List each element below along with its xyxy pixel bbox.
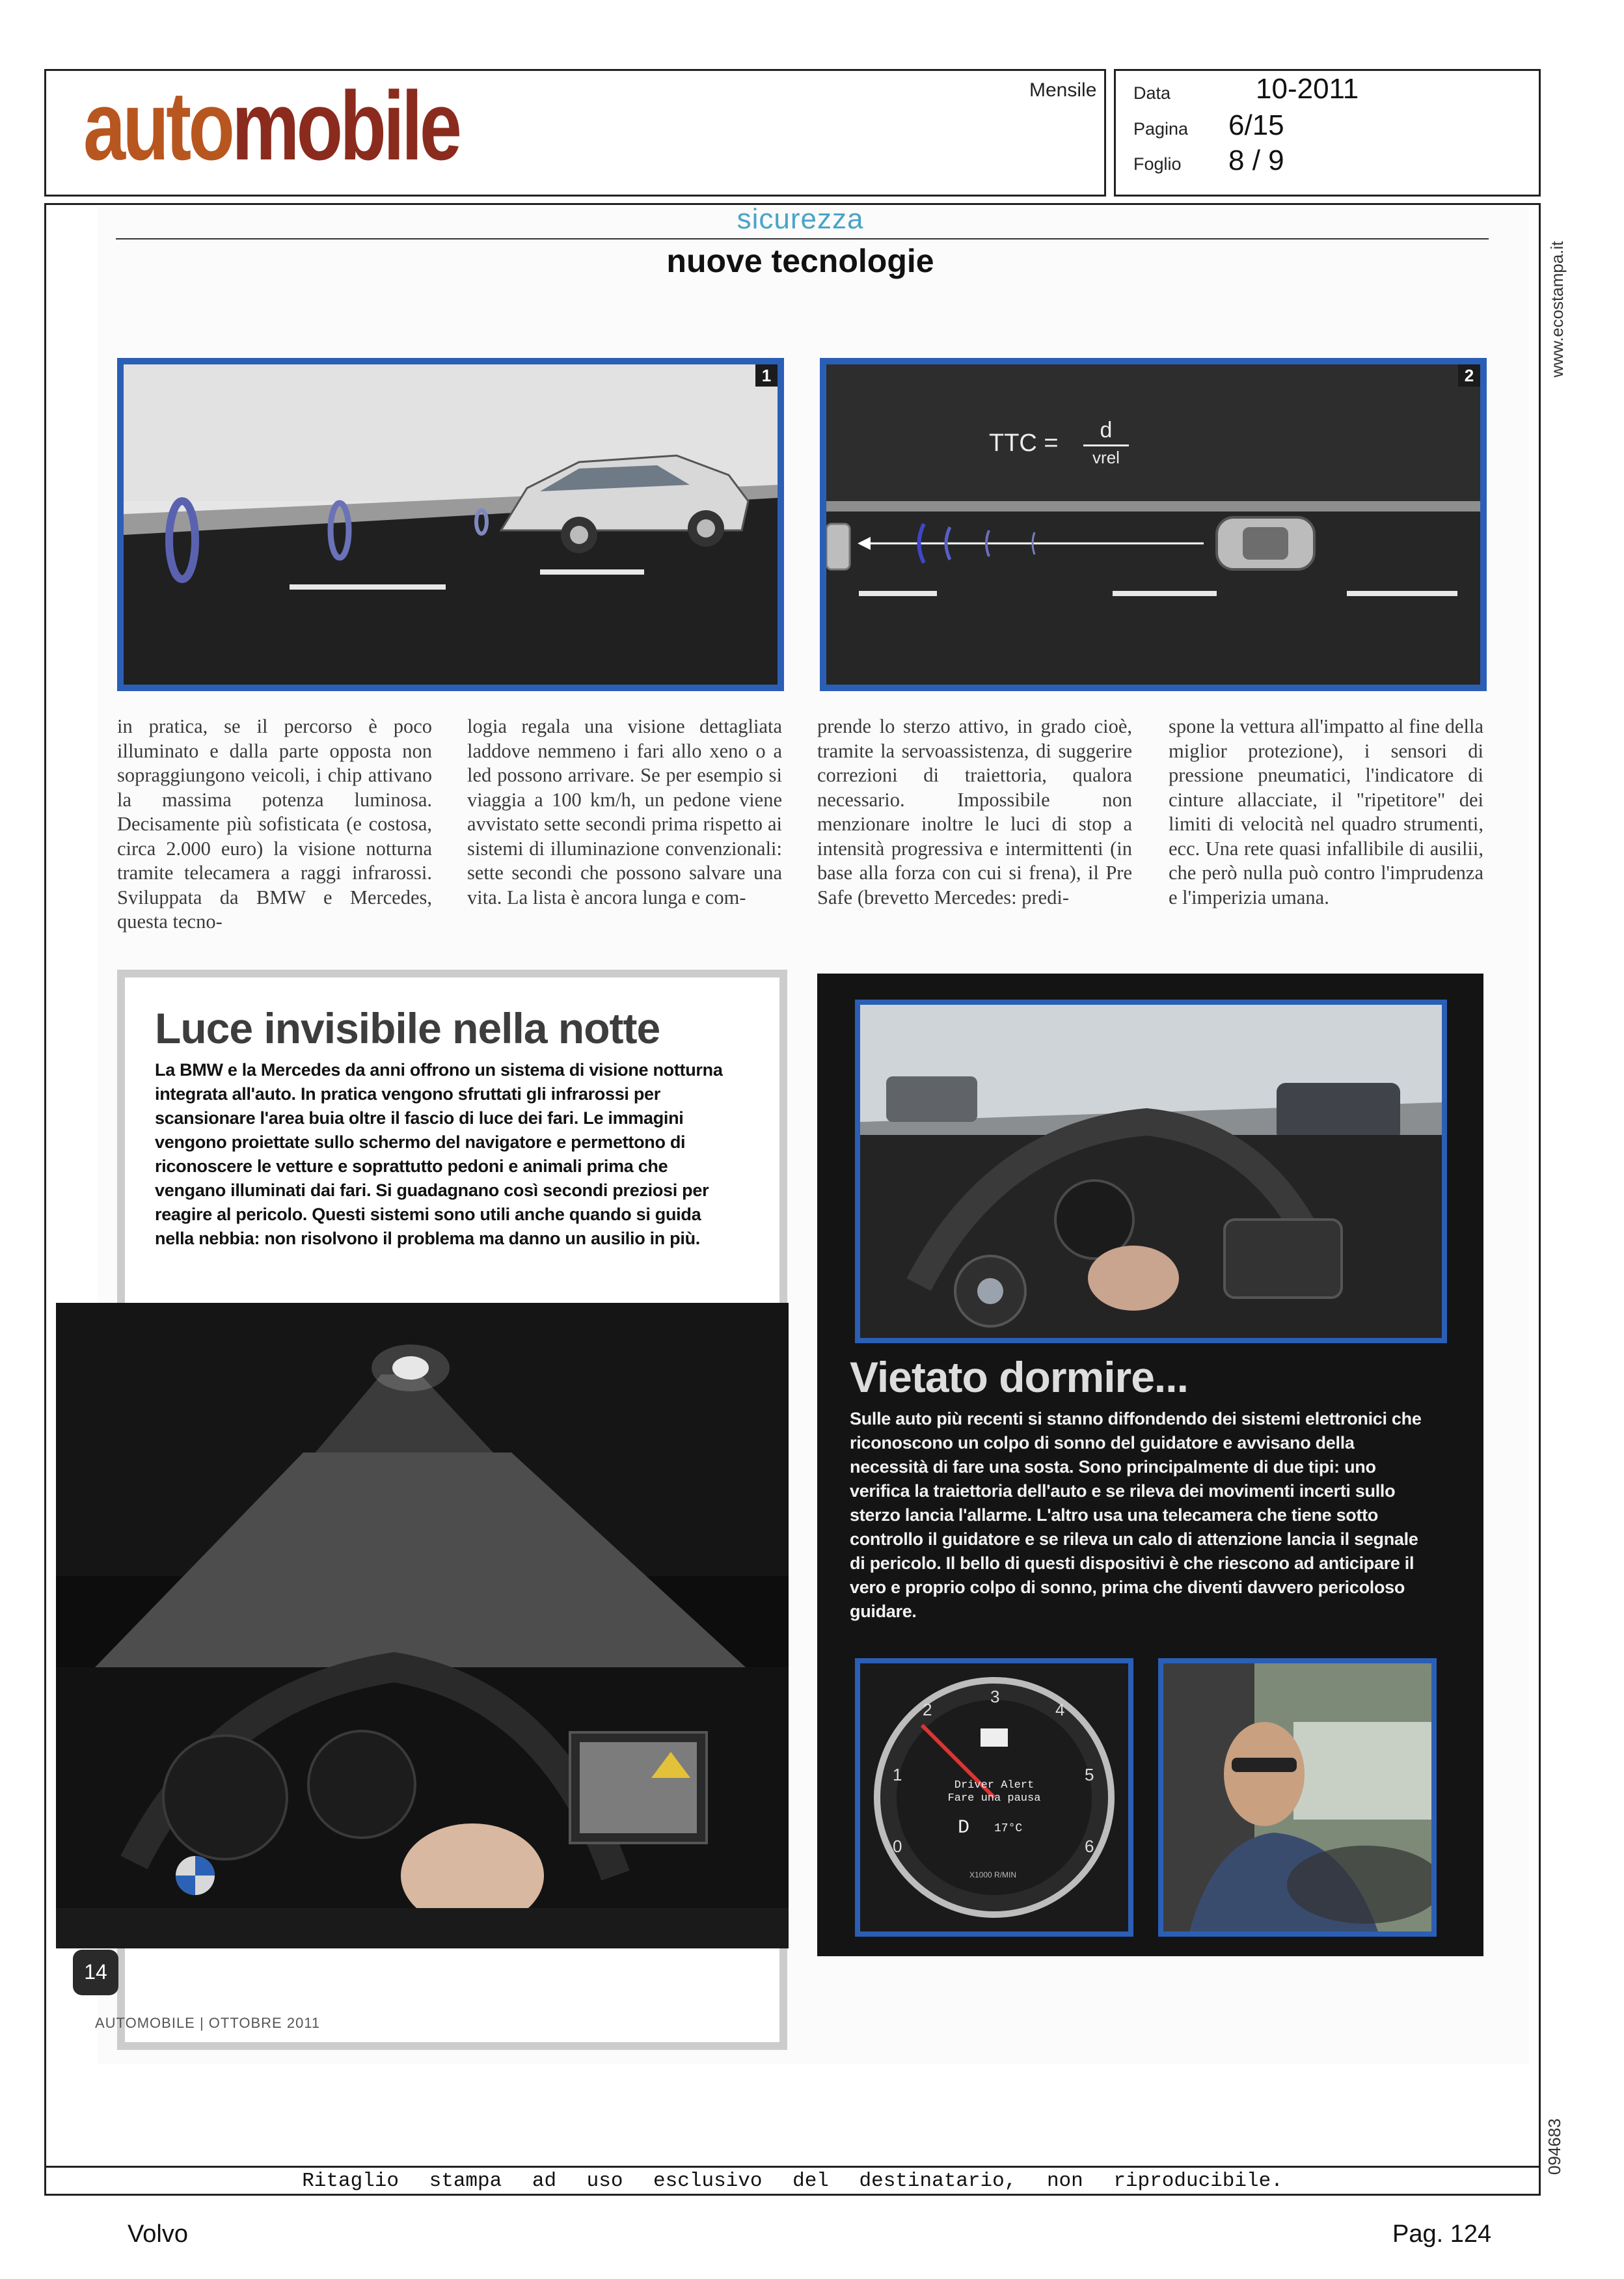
pagina-value: 6/15 xyxy=(1228,109,1284,141)
ttc-denominator: vrel xyxy=(1092,448,1120,467)
periodicity: Mensile xyxy=(1029,79,1097,101)
diagram-ttc xyxy=(820,358,1487,691)
driver-monitoring-photo xyxy=(1158,1658,1437,1937)
driver-monitoring-art xyxy=(1163,1663,1431,1931)
svg-text:3: 3 xyxy=(990,1687,1000,1706)
data-label: Data xyxy=(1133,83,1171,103)
ttc-fraction xyxy=(1083,418,1129,468)
svg-text:5: 5 xyxy=(1085,1765,1094,1784)
page-count: Pag. 124 xyxy=(1392,2220,1492,2248)
article-column-3: prende lo sterzo attivo, in grado cioè, tramite la servoassistenza, di suggerire correzioni di traiettoria, qualora necessario. Impossibile non menzionare inoltre le luci di stop a intensità progressiva e intermittenti (in base alla forza con cui si frena), il Pre Safe (brevetto Mercedes: predi- xyxy=(817,715,1132,908)
article-column-4: spone la vettura all'impatto al fine della miglior protezione), i sensori di pressione pneumatici, l'indicatore di cinture allacciate, il "ripetitore" dei limiti di velocità nel quadro strumenti, ecc. Una rete quasi infallibile di ausilii, che però nulla può contro l'imprudenza e l'imperizia umana. xyxy=(1169,715,1483,908)
driver-alert-line1: Driver Alert xyxy=(954,1779,1035,1792)
drowsiness-title: Vietato dormire... xyxy=(850,1353,1188,1401)
ttc-formula xyxy=(989,430,1059,457)
diagram-number-2: 2 xyxy=(1458,364,1480,387)
diagram-ttc-art xyxy=(826,364,1480,685)
logo-part-auto: auto xyxy=(83,77,232,180)
svg-text:2: 2 xyxy=(923,1700,932,1719)
article-kicker: nuove tecnologie xyxy=(666,243,934,279)
article-column-2: logia regala una visione dettagliata laddove nemmeno i fari allo xeno o a led possono arrivare. Se per esempio si viaggia a 100 km/h, un pedone viene avvistato sette secondi prima rispetto ai sistemi di illuminazione convenzionali: sette secondi che possono salvare una vita. La lista è ancora lunga e com- xyxy=(467,715,782,908)
logo-part-mobile: mobile xyxy=(232,77,459,180)
svg-text:0: 0 xyxy=(893,1836,902,1856)
car-rear-illustration xyxy=(1217,517,1314,569)
svg-text:1: 1 xyxy=(893,1765,902,1784)
svg-text:4: 4 xyxy=(1055,1700,1065,1719)
svg-text:6: 6 xyxy=(1085,1836,1094,1856)
source-site: www.ecostampa.it xyxy=(1547,241,1567,377)
night-vision-photo-art xyxy=(56,1303,789,1948)
diagram-headlights-art xyxy=(124,364,778,685)
brand-name: Volvo xyxy=(128,2220,188,2248)
clip-code: 094683 xyxy=(1545,2118,1564,2175)
ttc-numerator: d xyxy=(1100,418,1113,443)
foglio-label: Foglio xyxy=(1133,154,1182,174)
magazine-logo xyxy=(83,77,539,187)
volvo-cabin-photo xyxy=(855,1000,1447,1343)
night-vision-photo xyxy=(56,1303,789,1948)
diagram-number-1: 1 xyxy=(755,364,778,387)
section-title: sicurezza xyxy=(737,203,864,235)
pagina-label: Pagina xyxy=(1133,119,1189,139)
ttc-label: TTC = xyxy=(989,430,1059,457)
temperature-readout: 17°C xyxy=(994,1822,1023,1835)
driver-alert-gauge-photo xyxy=(855,1658,1133,1937)
diagram-headlights xyxy=(117,358,784,691)
night-vision-title: Luce invisibile nella notte xyxy=(155,1004,660,1052)
section-rule xyxy=(116,238,1489,239)
drowsiness-text: Sulle auto più recenti si stanno diffondendo dei sistemi elettronici che riconoscono un colpo di sonno del guidatore e avvisano della necessità di fare una sosta. Sono principalmente di due tipi: uno verifica la traiettoria dell'auto e se rileva dei movimenti incerti sullo sterzo lancia l'allarme. L'altro usa una telecamera che tiene sotto controllo il guidatore e se rileva un calo di attenzione lancia il segnale di pericolo. Il bello di questi dispositivi è che riescono ad anticipare il vero e proprio colpo di sonno, prima che diventi davvero pericoloso guidare. xyxy=(850,1409,1422,1621)
rpm-unit-label: X1000 R/MIN xyxy=(969,1870,1017,1879)
night-vision-text: La BMW e la Mercedes da anni offrono un sistema di visione notturna integrata all'auto. In pratica vengono sfruttati gli infrarossi per scansionare l'area buia oltre il fascio di luce dei fari. Le immagini vengono proiettate sullo schermo del navigatore e permettono di riconoscere le vetture e soprattutto pedoni e animali prima che vengano illuminati dai fari. Si guadagnano così secondi preziosi per reagire al pericolo. Questi sistemi sono utili anche quando si guida nella nebbia: non risolvono il problema ma danno un ausilio in più. xyxy=(155,1060,723,1248)
gear-indicator: D xyxy=(958,1817,970,1839)
article-column-1: in pratica, se il percorso è poco illuminato e dalla parte opposta non sopraggiungono veicoli, i chip attivano la massima potenza luminosa. Decisamente più sofisticata (e costosa, circa 2.000 euro) la visione notturna tramite telecamera a raggi infrarossi. Sviluppata da BMW e Mercedes, questa tecno- xyxy=(117,715,432,933)
volvo-cabin-photo-art xyxy=(860,1005,1442,1338)
page-number: 14 xyxy=(84,1960,107,1984)
foglio-value: 8 / 9 xyxy=(1228,144,1284,176)
magazine-date-line: AUTOMOBILE | OTTOBRE 2011 xyxy=(95,2015,321,2031)
notice-rule xyxy=(44,2166,1541,2168)
clip-notice: Ritaglio stampa ad uso esclusivo del destinatario, non riproducibile. xyxy=(302,2170,1283,2192)
driver-alert-line2: Fare una pausa xyxy=(947,1792,1041,1805)
data-value: 10-2011 xyxy=(1256,73,1359,105)
